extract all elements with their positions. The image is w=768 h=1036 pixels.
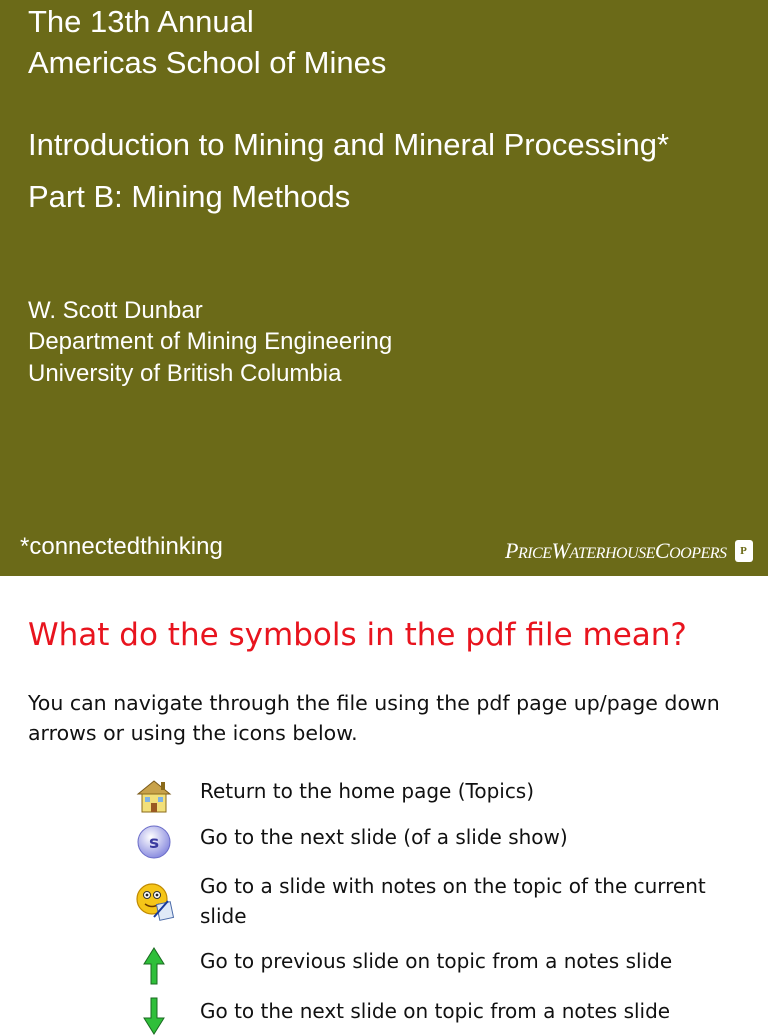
footer-tagline: *connectedthinking <box>20 533 223 560</box>
list-item <box>132 822 752 862</box>
home-icon[interactable] <box>132 776 176 816</box>
svg-text:s: s <box>148 833 160 853</box>
green-up-arrow-icon[interactable] <box>132 946 176 986</box>
event-line-1: The 13th Annual <box>28 4 254 39</box>
presentation-title: Introduction to Mining and Mineral Processing* <box>28 127 670 162</box>
list-item <box>132 946 752 986</box>
list-item-text: Go to the next slide on topic from a notes slide <box>200 999 671 1023</box>
author-university: University of British Columbia <box>28 360 342 387</box>
symbols-intro: You can navigate through the file using the pdf page up/page down arrows or using the icons below. <box>28 691 720 745</box>
list-item-text: Return to the home page (Topics) <box>200 779 535 803</box>
slideshow-s-icon[interactable] <box>132 822 176 862</box>
list-item <box>132 871 752 931</box>
symbols-slide <box>0 576 768 1024</box>
pwc-logo <box>505 537 753 565</box>
event-line-2: Americas School of Mines <box>28 45 387 80</box>
green-down-arrow-icon[interactable] <box>132 996 176 1036</box>
presentation-subtitle: Part B: Mining Methods <box>28 179 351 214</box>
pwc-seal-icon: P <box>735 540 753 562</box>
list-item-text: Go to previous slide on topic from a notes slide <box>200 949 673 973</box>
author-name: W. Scott Dunbar <box>28 297 203 324</box>
list-item <box>132 996 752 1036</box>
list-item-text: Go to the next slide (of a slide show) <box>200 825 568 849</box>
notes-face-icon[interactable] <box>132 871 176 931</box>
author-department: Department of Mining Engineering <box>28 328 393 355</box>
list-item-text: Go to a slide with notes on the topic of the current slide <box>200 874 706 928</box>
symbols-heading: What do the symbols in the pdf file mean? <box>28 617 687 653</box>
list-item <box>132 776 752 816</box>
pwc-logo-text: PRICEWATERHOUSECOOPERS <box>505 538 727 563</box>
